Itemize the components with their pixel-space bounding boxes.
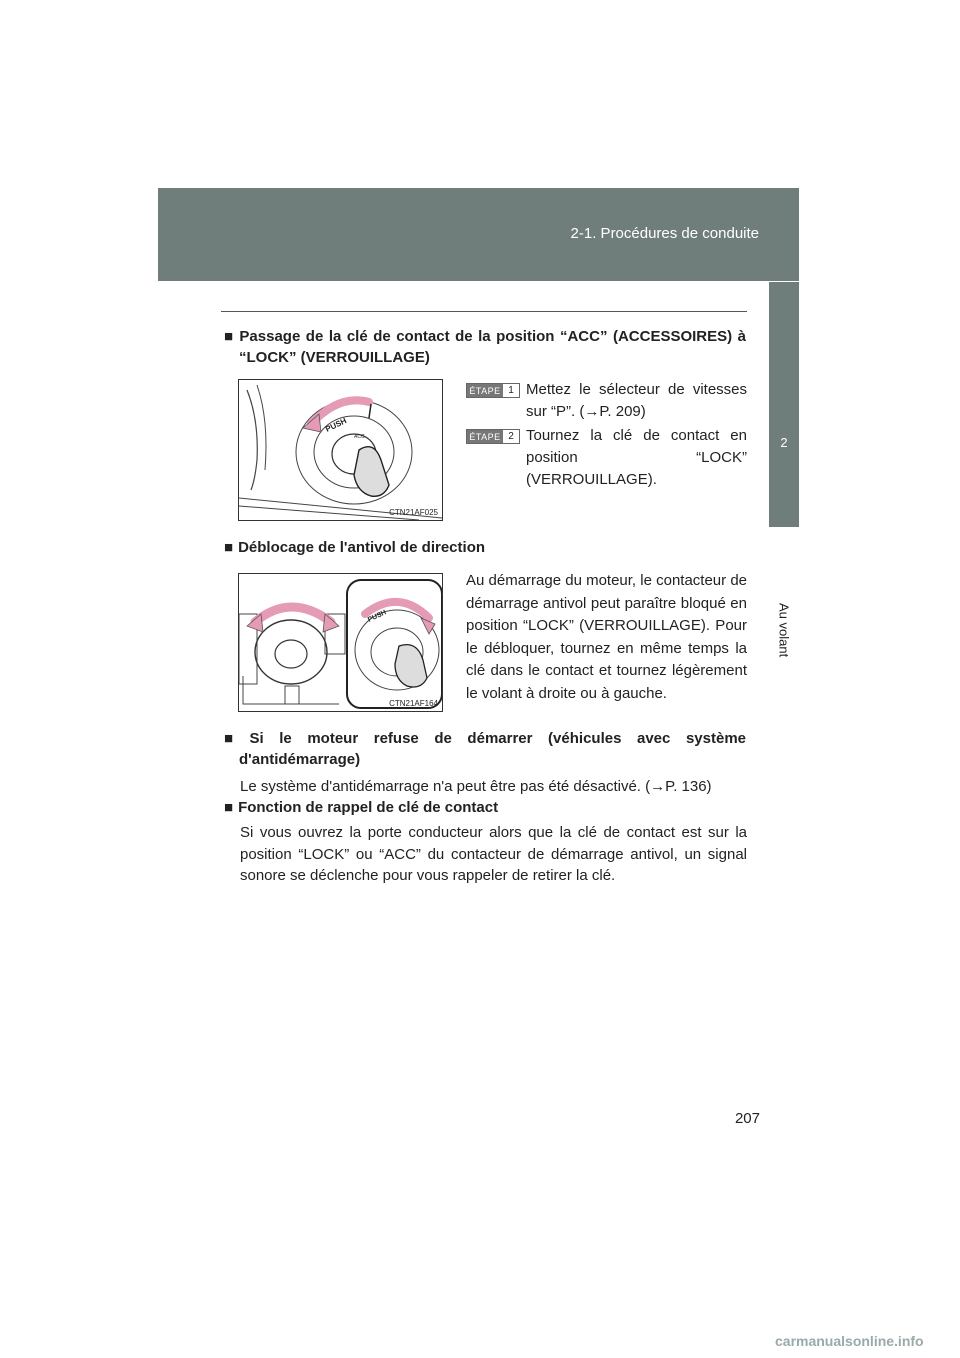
step-badge-number: 2 xyxy=(508,431,514,442)
svg-text:PUSH: PUSH xyxy=(366,609,388,624)
immobilizer-text: Le système d'antidémarrage n'a peut être pas été désactivé. (→P. 136) xyxy=(240,778,712,795)
figure-code: CTN21AF164 xyxy=(389,699,438,708)
step-badge-label: ÉTAPE xyxy=(467,384,503,397)
heading-acc-to-lock xyxy=(224,326,746,368)
heading-line-2: “LOCK” (VERROUILLAGE) xyxy=(239,349,430,366)
watermark: carmanualsonline.info xyxy=(775,1333,924,1349)
section-title: 2-1. Procédures de conduite xyxy=(570,225,759,242)
bullet-square: ■ xyxy=(224,730,245,747)
chapter-header-bar xyxy=(158,188,799,281)
bullet-square: ■ xyxy=(224,539,234,556)
top-divider xyxy=(221,311,747,312)
step-badge-2 xyxy=(466,429,520,444)
heading-line-2: d'antidémarrage) xyxy=(239,751,361,768)
step-1-text: Mettez le sélecteur de vitesses sur “P”. (→P. 209) xyxy=(526,381,747,420)
chapter-label: Au volant xyxy=(776,602,792,658)
bullet-square: ■ xyxy=(224,799,234,816)
svg-text:ACC: ACC xyxy=(354,434,365,440)
heading-steering-unlock xyxy=(224,537,485,558)
chapter-side-tab[interactable] xyxy=(769,282,799,527)
heading-engine-no-start xyxy=(224,728,746,770)
step-badge-1 xyxy=(466,383,520,398)
key-reminder-text: Si vous ouvrez la porte conducteur alors que la clé de contact est sur la position “LOCK” ou “ACC” du contacteur de démarrage antivol, un signal sonore se déclenche pour vous rappeler de retirer la clé. xyxy=(240,824,747,884)
heading-line-1: Si le moteur refuse de démarrer (véhicules avec système xyxy=(249,730,746,747)
heading-key-reminder xyxy=(224,797,498,818)
svg-text:PUSH: PUSH xyxy=(324,416,348,434)
ignition-key-illustration xyxy=(239,380,442,520)
step-2-text: Tournez la clé de contact en position “LOCK” (VERROUILLAGE). xyxy=(526,427,747,488)
step-badge-number: 1 xyxy=(508,385,514,396)
figure-code: CTN21AF025 xyxy=(389,508,438,517)
page-number: 207 xyxy=(734,1110,760,1127)
heading-text: Déblocage de l'antivol de direction xyxy=(238,539,486,556)
chapter-number: 2 xyxy=(780,435,788,450)
heading-line-1: Passage de la clé de contact de la position “ACC” (ACCESSOIRES) à xyxy=(239,328,746,345)
figure-ignition-lock xyxy=(238,379,443,521)
figure-steering-wheel xyxy=(238,573,443,712)
bullet-square: ■ xyxy=(224,328,235,345)
heading-text: Fonction de rappel de clé de contact xyxy=(238,799,499,816)
step-badge-label: ÉTAPE xyxy=(467,430,503,443)
steering-unlock-text: Au démarrage du moteur, le contacteur de démarrage antivol peut paraître bloqué en position “LOCK” (VERROUILLAGE). Pour le débloquer, tournez en même temps la clé dans le contact et tournez légèrement le volant à droite ou à gauche. xyxy=(466,572,748,702)
steering-wheel-illustration xyxy=(239,574,442,711)
